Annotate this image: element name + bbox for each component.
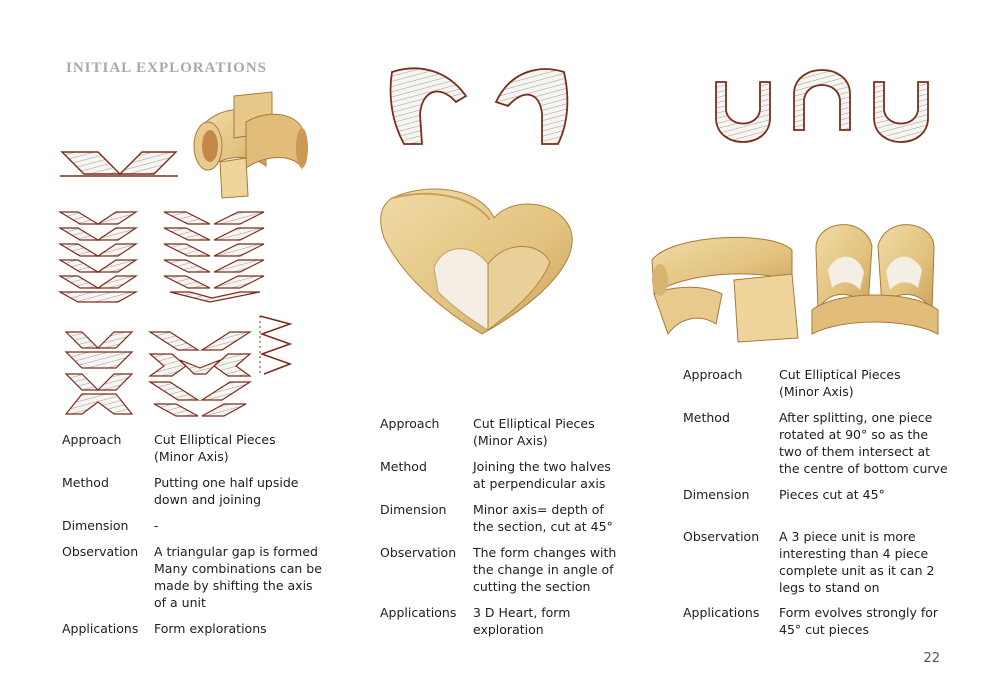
applications-value: Form evolves strongly for 45° cut pieces	[779, 605, 939, 637]
u-shape-sketch-2	[870, 78, 932, 148]
method-value: After splitting, one piece rotated at 90° so as the two of them intersect at the centre of bottom curve	[779, 410, 948, 476]
applications-value: 3 D Heart, form exploration	[473, 605, 571, 637]
v-shape-sketch	[58, 146, 180, 180]
observation-label: Observation	[380, 545, 457, 560]
spec-table-col1	[62, 431, 322, 641]
dimension-value: Pieces cut at 45°	[779, 487, 885, 502]
approach-label: Approach	[62, 432, 122, 447]
method-label: Method	[62, 475, 109, 490]
page-number: 22	[923, 651, 940, 666]
arch-sketch	[790, 66, 854, 134]
bamboo-joint-photo	[186, 88, 308, 200]
curved-half-sketch-left	[386, 62, 472, 150]
approach-value: Cut Elliptical Pieces (Minor Axis)	[154, 432, 276, 464]
applications-label: Applications	[62, 621, 139, 636]
dimension-value: -	[154, 518, 159, 533]
stacked-chevrons-sketch-a	[58, 208, 140, 306]
dimension-label: Dimension	[683, 487, 750, 502]
bamboo-heart-photo	[372, 180, 582, 342]
method-label: Method	[380, 459, 427, 474]
observation-value: A triangular gap is formed Many combinations can be made by shifting the axis of a unit	[154, 544, 322, 610]
u-shape-sketch-1	[712, 78, 774, 148]
curved-half-sketch-right	[490, 62, 576, 150]
spec-table-col2	[380, 415, 620, 645]
bamboo-stool-photo	[642, 224, 800, 344]
approach-label: Approach	[380, 416, 440, 431]
dimension-value: Minor axis= depth of the section, cut at 45°	[473, 502, 613, 534]
observation-value: The form changes with the change in angle of cutting the section	[473, 545, 617, 594]
zigzag-sketch	[254, 312, 296, 378]
observation-value: A 3 piece unit is more interesting than 4 piece complete unit as it can 2 legs to stand on	[779, 529, 935, 595]
diamond-pattern-sketch-b	[146, 328, 254, 420]
page-heading: INITIAL EXPLORATIONS	[66, 60, 268, 76]
approach-label: Approach	[683, 367, 743, 382]
dimension-label: Dimension	[62, 518, 129, 533]
spec-table-col3	[683, 366, 953, 646]
approach-value: Cut Elliptical Pieces (Minor Axis)	[473, 416, 595, 448]
observation-label: Observation	[683, 529, 760, 544]
approach-value: Cut Elliptical Pieces (Minor Axis)	[779, 367, 901, 399]
applications-label: Applications	[683, 605, 760, 620]
method-value: Putting one half upside down and joining	[154, 475, 299, 507]
diamond-pattern-sketch-a	[62, 328, 136, 420]
observation-label: Observation	[62, 544, 139, 559]
method-label: Method	[683, 410, 730, 425]
method-value: Joining the two halves at perpendicular axis	[473, 459, 611, 491]
applications-value: Form explorations	[154, 621, 267, 636]
applications-label: Applications	[380, 605, 457, 620]
stacked-chevrons-sketch-b	[162, 208, 268, 306]
bamboo-intersect-photo	[808, 210, 942, 338]
dimension-label: Dimension	[380, 502, 447, 517]
